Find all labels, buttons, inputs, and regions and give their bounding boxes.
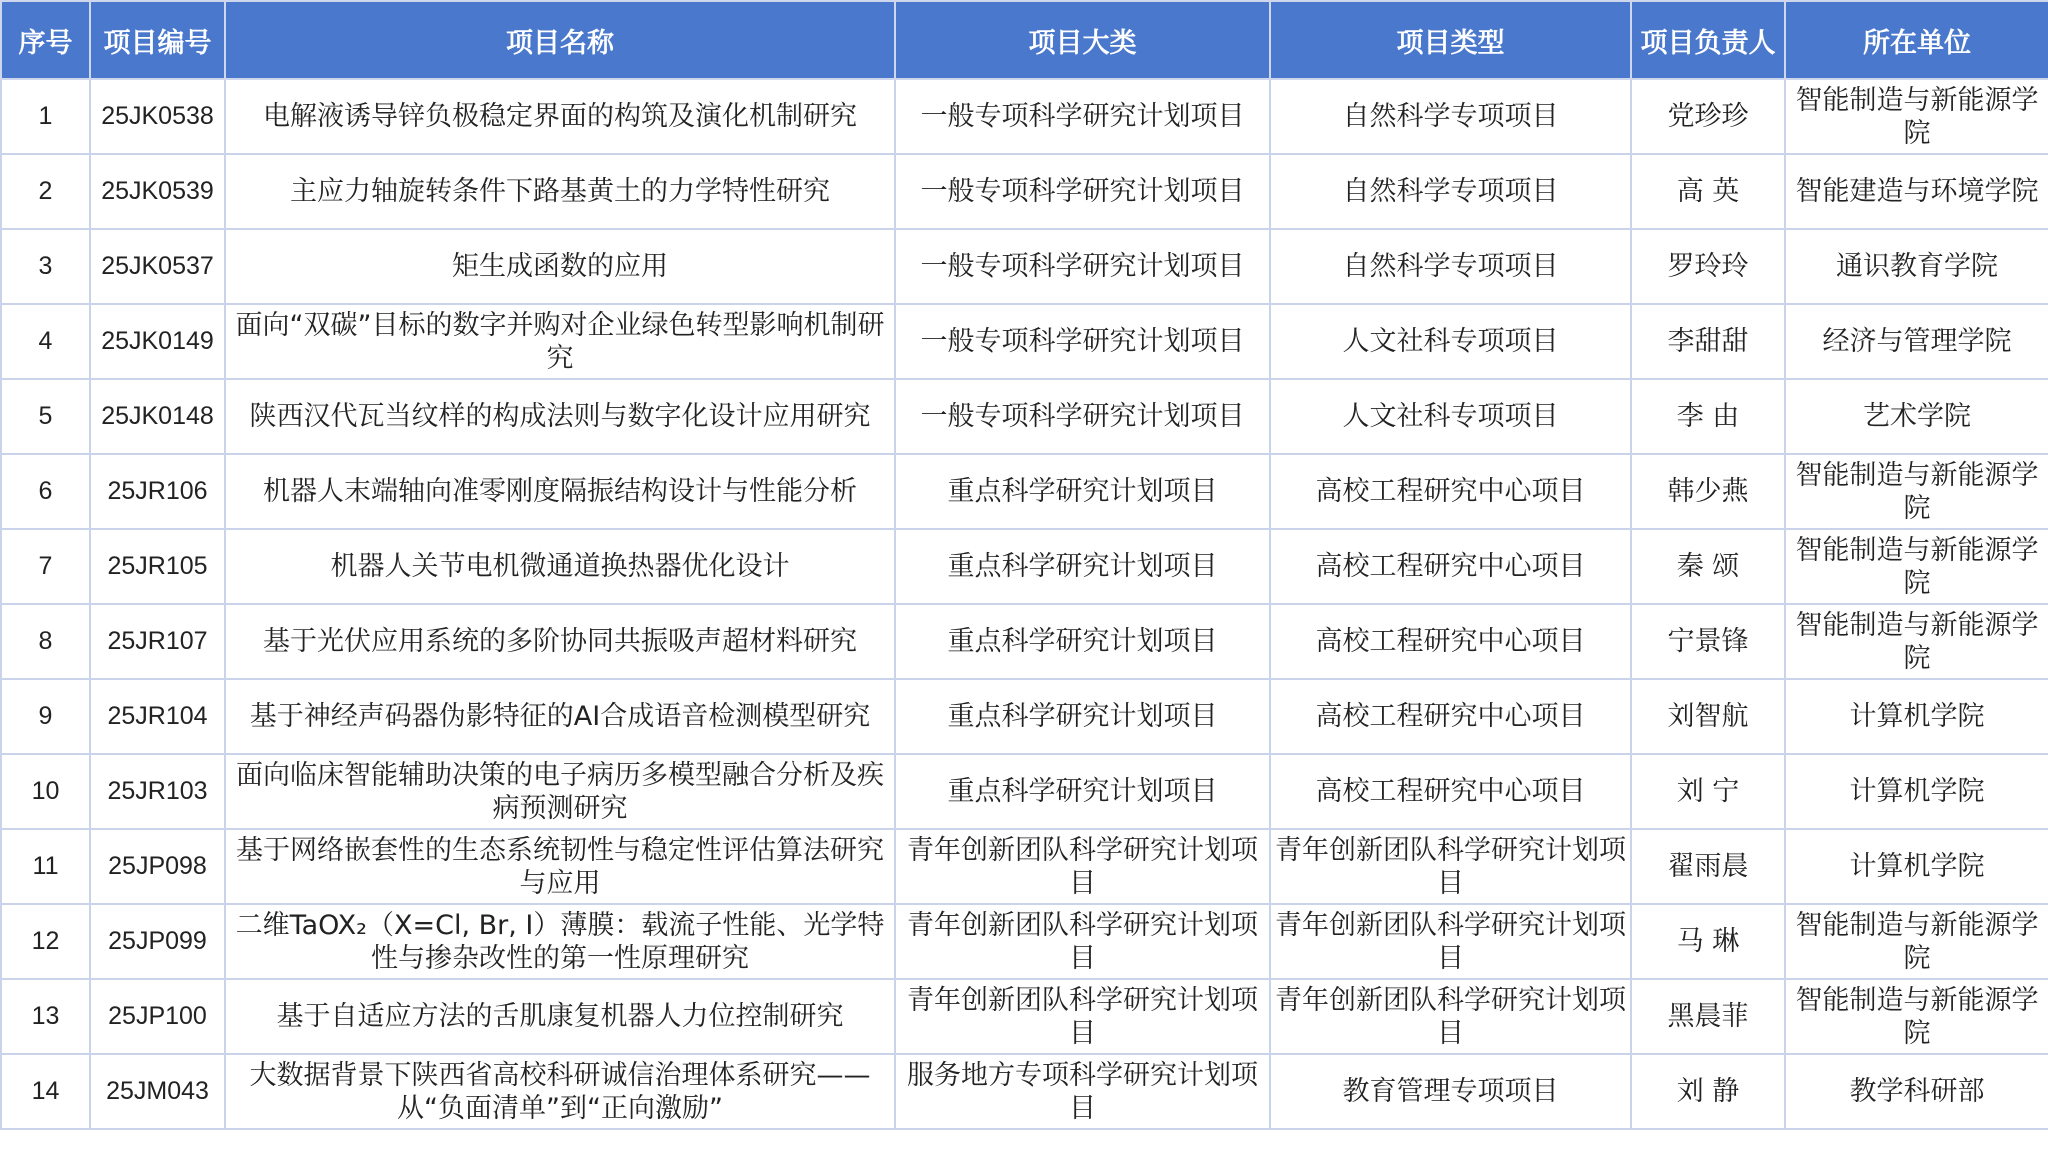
- cell-project-name: 电解液诱导锌负极稳定界面的构筑及演化机制研究: [225, 79, 895, 154]
- cell-index: 4: [1, 304, 90, 379]
- table-row: [1, 604, 2048, 679]
- table-row: [1, 229, 2048, 304]
- header-project-type: 项目类型: [1270, 1, 1631, 79]
- header-department: 所在单位: [1785, 1, 2048, 79]
- cell-project-name: 矩生成函数的应用: [225, 229, 895, 304]
- cell-project-code: 25JK0538: [90, 79, 225, 154]
- cell-project-leader: 翟雨晨: [1631, 829, 1785, 904]
- cell-project-name: 陕西汉代瓦当纹样的构成法则与数字化设计应用研究: [225, 379, 895, 454]
- cell-project-code: 25JP099: [90, 904, 225, 979]
- cell-index: 2: [1, 154, 90, 229]
- cell-project-leader: 刘 宁: [1631, 754, 1785, 829]
- cell-department: 计算机学院: [1785, 829, 2048, 904]
- table-row: [1, 79, 2048, 154]
- cell-department: 智能建造与环境学院: [1785, 154, 2048, 229]
- cell-index: 9: [1, 679, 90, 754]
- cell-project-category: 一般专项科学研究计划项目: [895, 229, 1270, 304]
- cell-project-category: 重点科学研究计划项目: [895, 454, 1270, 529]
- cell-project-leader: 秦 颂: [1631, 529, 1785, 604]
- table-row: [1, 679, 2048, 754]
- cell-project-category: 重点科学研究计划项目: [895, 529, 1270, 604]
- cell-project-name: 机器人关节电机微通道换热器优化设计: [225, 529, 895, 604]
- cell-project-category: 一般专项科学研究计划项目: [895, 154, 1270, 229]
- cell-department: 通识教育学院: [1785, 229, 2048, 304]
- table-row: [1, 979, 2048, 1054]
- header-project-name: 项目名称: [225, 1, 895, 79]
- cell-project-type: 高校工程研究中心项目: [1270, 454, 1631, 529]
- table-row: [1, 304, 2048, 379]
- cell-project-type: 人文社科专项项目: [1270, 379, 1631, 454]
- cell-department: 经济与管理学院: [1785, 304, 2048, 379]
- cell-project-type: 自然科学专项项目: [1270, 229, 1631, 304]
- cell-index: 14: [1, 1054, 90, 1129]
- cell-index: 13: [1, 979, 90, 1054]
- cell-project-leader: 李 由: [1631, 379, 1785, 454]
- cell-index: 11: [1, 829, 90, 904]
- cell-project-name: 面向“双碳”目标的数字并购对企业绿色转型影响机制研究: [225, 304, 895, 379]
- cell-project-type: 教育管理专项项目: [1270, 1054, 1631, 1129]
- table-row: [1, 454, 2048, 529]
- cell-project-code: 25JR104: [90, 679, 225, 754]
- cell-project-code: 25JK0537: [90, 229, 225, 304]
- cell-project-code: 25JK0149: [90, 304, 225, 379]
- cell-project-code: 25JM043: [90, 1054, 225, 1129]
- cell-project-type: 高校工程研究中心项目: [1270, 679, 1631, 754]
- cell-project-name: 机器人末端轴向准零刚度隔振结构设计与性能分析: [225, 454, 895, 529]
- cell-index: 7: [1, 529, 90, 604]
- cell-project-leader: 韩少燕: [1631, 454, 1785, 529]
- table-row: [1, 829, 2048, 904]
- cell-project-category: 一般专项科学研究计划项目: [895, 379, 1270, 454]
- cell-project-leader: 刘智航: [1631, 679, 1785, 754]
- cell-project-type: 高校工程研究中心项目: [1270, 529, 1631, 604]
- cell-project-category: 青年创新团队科学研究计划项目: [895, 904, 1270, 979]
- cell-project-leader: 罗玲玲: [1631, 229, 1785, 304]
- cell-project-category: 青年创新团队科学研究计划项目: [895, 979, 1270, 1054]
- cell-project-name: 面向临床智能辅助决策的电子病历多模型融合分析及疾病预测研究: [225, 754, 895, 829]
- cell-project-name: 基于自适应方法的舌肌康复机器人力位控制研究: [225, 979, 895, 1054]
- cell-department: 智能制造与新能源学院: [1785, 979, 2048, 1054]
- cell-project-name: 主应力轴旋转条件下路基黄土的力学特性研究: [225, 154, 895, 229]
- cell-project-type: 高校工程研究中心项目: [1270, 604, 1631, 679]
- table-header: [1, 1, 2048, 79]
- cell-project-type: 青年创新团队科学研究计划项目: [1270, 904, 1631, 979]
- cell-department: 智能制造与新能源学院: [1785, 529, 2048, 604]
- cell-department: 计算机学院: [1785, 679, 2048, 754]
- table-row: [1, 379, 2048, 454]
- cell-department: 计算机学院: [1785, 754, 2048, 829]
- header-row: [1, 1, 2048, 79]
- cell-project-category: 服务地方专项科学研究计划项目: [895, 1054, 1270, 1129]
- cell-project-name: 大数据背景下陕西省高校科研诚信治理体系研究——从“负面清单”到“正向激励”: [225, 1054, 895, 1129]
- cell-project-type: 高校工程研究中心项目: [1270, 754, 1631, 829]
- cell-project-leader: 黑晨菲: [1631, 979, 1785, 1054]
- table-row: [1, 154, 2048, 229]
- table-row: [1, 1054, 2048, 1129]
- cell-index: 12: [1, 904, 90, 979]
- table-row: [1, 904, 2048, 979]
- cell-department: 教学科研部: [1785, 1054, 2048, 1129]
- cell-project-code: 25JR106: [90, 454, 225, 529]
- cell-project-code: 25JR103: [90, 754, 225, 829]
- cell-department: 智能制造与新能源学院: [1785, 79, 2048, 154]
- cell-project-leader: 李甜甜: [1631, 304, 1785, 379]
- cell-project-code: 25JK0539: [90, 154, 225, 229]
- header-project-leader: 项目负责人: [1631, 1, 1785, 79]
- cell-department: 智能制造与新能源学院: [1785, 904, 2048, 979]
- table-row: [1, 754, 2048, 829]
- header-project-category: 项目大类: [895, 1, 1270, 79]
- cell-department: 智能制造与新能源学院: [1785, 604, 2048, 679]
- cell-project-category: 重点科学研究计划项目: [895, 679, 1270, 754]
- cell-project-leader: 高 英: [1631, 154, 1785, 229]
- cell-project-name: 基于网络嵌套性的生态系统韧性与稳定性评估算法研究与应用: [225, 829, 895, 904]
- cell-index: 5: [1, 379, 90, 454]
- table-row: [1, 529, 2048, 604]
- cell-project-category: 一般专项科学研究计划项目: [895, 304, 1270, 379]
- cell-project-category: 青年创新团队科学研究计划项目: [895, 829, 1270, 904]
- table-body: [1, 79, 2048, 1129]
- cell-project-code: 25JP098: [90, 829, 225, 904]
- cell-project-type: 人文社科专项项目: [1270, 304, 1631, 379]
- cell-project-category: 重点科学研究计划项目: [895, 604, 1270, 679]
- cell-index: 8: [1, 604, 90, 679]
- cell-project-code: 25JR105: [90, 529, 225, 604]
- cell-index: 3: [1, 229, 90, 304]
- cell-department: 艺术学院: [1785, 379, 2048, 454]
- cell-index: 10: [1, 754, 90, 829]
- cell-project-code: 25JR107: [90, 604, 225, 679]
- header-index: 序号: [1, 1, 90, 79]
- cell-project-name: 二维TaOX₂（X=Cl, Br, I）薄膜：载流子性能、光学特性与掺杂改性的第一性原理研究: [225, 904, 895, 979]
- cell-index: 6: [1, 454, 90, 529]
- cell-department: 智能制造与新能源学院: [1785, 454, 2048, 529]
- cell-project-leader: 刘 静: [1631, 1054, 1785, 1129]
- cell-project-category: 一般专项科学研究计划项目: [895, 79, 1270, 154]
- cell-project-category: 重点科学研究计划项目: [895, 754, 1270, 829]
- cell-project-name: 基于神经声码器伪影特征的AI合成语音检测模型研究: [225, 679, 895, 754]
- cell-project-type: 自然科学专项项目: [1270, 154, 1631, 229]
- cell-project-leader: 党珍珍: [1631, 79, 1785, 154]
- cell-project-code: 25JK0148: [90, 379, 225, 454]
- cell-project-leader: 马 琳: [1631, 904, 1785, 979]
- header-project-code: 项目编号: [90, 1, 225, 79]
- cell-project-leader: 宁景锋: [1631, 604, 1785, 679]
- cell-project-type: 青年创新团队科学研究计划项目: [1270, 829, 1631, 904]
- cell-project-name: 基于光伏应用系统的多阶协同共振吸声超材料研究: [225, 604, 895, 679]
- cell-project-code: 25JP100: [90, 979, 225, 1054]
- cell-project-type: 自然科学专项项目: [1270, 79, 1631, 154]
- cell-index: 1: [1, 79, 90, 154]
- cell-project-type: 青年创新团队科学研究计划项目: [1270, 979, 1631, 1054]
